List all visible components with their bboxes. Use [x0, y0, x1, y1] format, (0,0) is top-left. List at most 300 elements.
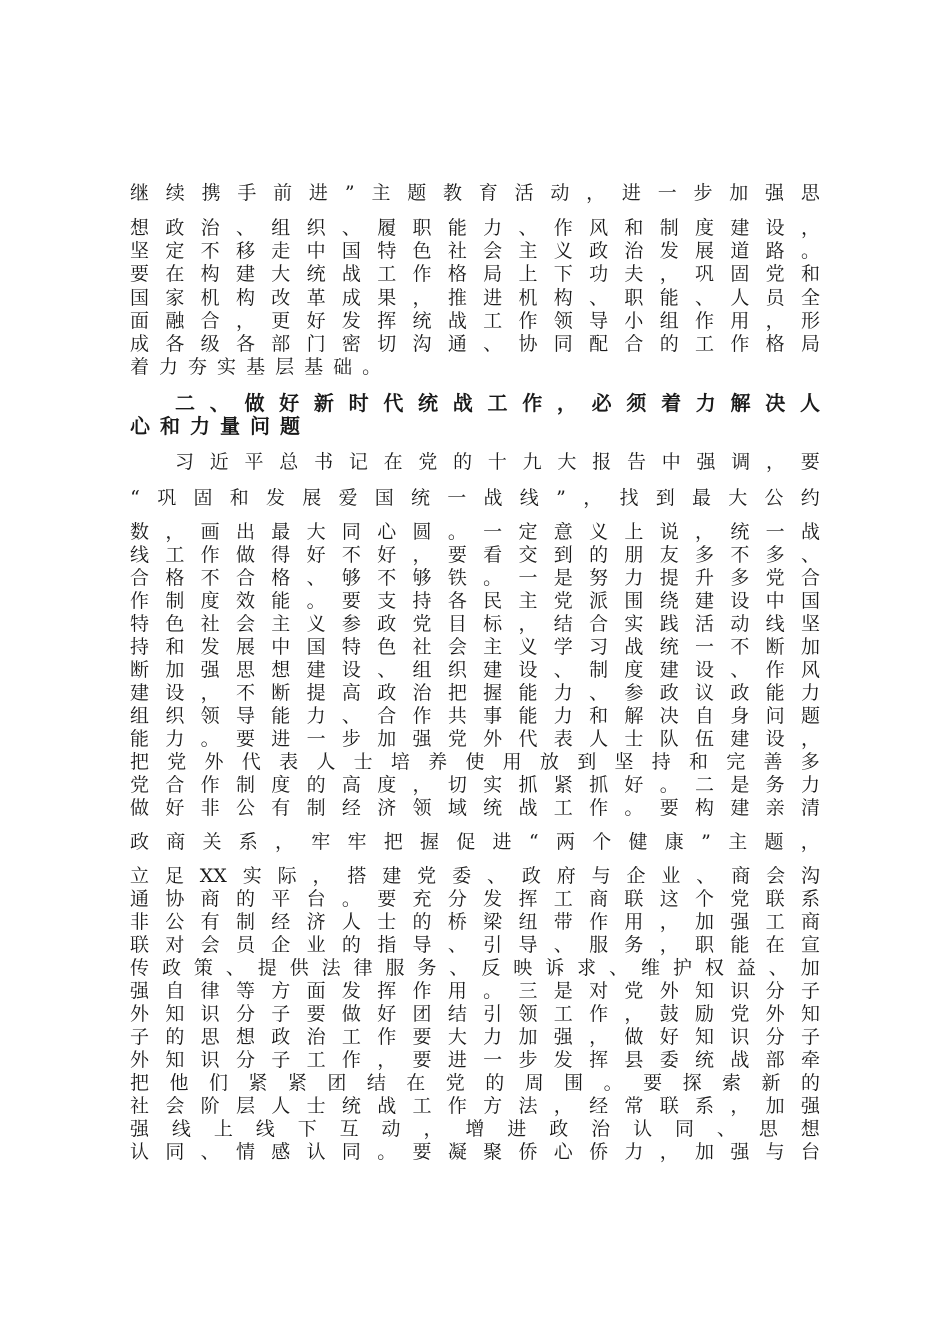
char: 会 [766, 865, 786, 887]
char: 工 [553, 1003, 573, 1025]
char: 一 [695, 636, 715, 658]
text-line [130, 262, 820, 286]
char: 分 [765, 980, 785, 1002]
char: 同 [553, 333, 573, 355]
char: 下 [553, 263, 573, 285]
char: 系 [238, 831, 258, 853]
char: 求 [577, 957, 597, 979]
char: 把 [130, 1072, 150, 1094]
char: 作 [553, 217, 573, 239]
char: 非 [130, 911, 150, 933]
char: 不 [200, 567, 220, 589]
char: 配 [589, 333, 609, 355]
char: 和 [160, 414, 180, 438]
char: 必 [591, 391, 612, 415]
char: 导 [589, 310, 609, 332]
char: 沟 [412, 333, 432, 355]
char: 人 [799, 391, 820, 415]
char: 握 [483, 682, 503, 704]
text-line [130, 933, 820, 957]
char: 作 [589, 1003, 609, 1025]
text-line [130, 520, 820, 544]
char: 、 [696, 865, 716, 887]
char: 善 [763, 751, 783, 773]
char: 会 [235, 613, 255, 635]
char: 到 [553, 544, 573, 566]
char: 要 [341, 590, 361, 612]
text-line [130, 1094, 820, 1118]
char: 义 [306, 613, 326, 635]
char: 宣 [800, 934, 820, 956]
char: 、 [341, 217, 361, 239]
char: 亲 [765, 797, 785, 819]
char: 。 [603, 1072, 623, 1094]
char: 数 [130, 521, 150, 543]
char: 定 [518, 521, 538, 543]
char: 线 [519, 487, 539, 509]
char: 局 [800, 333, 820, 355]
char: 领 [518, 1003, 538, 1025]
char: 基 [304, 356, 324, 378]
char: 一 [518, 567, 538, 589]
char: 伍 [695, 728, 715, 750]
char: 标 [483, 613, 503, 635]
char: 党 [418, 451, 438, 473]
char: 履 [377, 217, 397, 239]
char: 提 [257, 957, 277, 979]
char: 政 [165, 217, 185, 239]
char: 强 [130, 980, 150, 1002]
char: 朋 [624, 544, 644, 566]
text-line [130, 704, 820, 728]
char: 引 [483, 934, 503, 956]
char: 自 [695, 705, 715, 727]
char: 记 [348, 451, 368, 473]
char: 。 [377, 1141, 397, 1163]
char: 政 [130, 831, 150, 853]
char: 大 [728, 487, 748, 509]
char: 建 [130, 682, 150, 704]
char: 调 [731, 451, 751, 473]
char: 着 [661, 391, 682, 415]
char: 诉 [545, 957, 565, 979]
char: 领 [200, 705, 220, 727]
char: 升 [695, 567, 715, 589]
text-line [130, 1002, 820, 1026]
char: 议 [695, 682, 715, 704]
char: 主 [518, 240, 538, 262]
char: 约 [800, 487, 820, 509]
text-line [130, 956, 820, 980]
char: ， [518, 613, 538, 635]
char: 格 [271, 567, 291, 589]
char: 对 [589, 980, 609, 1002]
char: 主 [518, 590, 538, 612]
char: ， [235, 310, 255, 332]
char: 牵 [800, 1049, 820, 1071]
char: 工 [553, 797, 573, 819]
char: 聚 [483, 1141, 503, 1163]
char: 加 [729, 182, 749, 204]
char: 分 [235, 1049, 255, 1071]
char: 际 [277, 865, 297, 887]
char: 表 [553, 728, 573, 750]
char: 找 [619, 487, 639, 509]
char: 子 [271, 1049, 291, 1071]
char: 培 [390, 751, 410, 773]
char: 使 [465, 751, 485, 773]
char: 党 [765, 567, 785, 589]
char: 、 [447, 934, 467, 956]
char: 。 [624, 797, 644, 819]
char: 力 [553, 705, 573, 727]
char: 作 [765, 659, 785, 681]
char: 通 [130, 888, 150, 910]
char: 大 [306, 521, 326, 543]
char: 职 [624, 287, 644, 309]
char: 问 [250, 414, 270, 438]
char: ， [659, 934, 679, 956]
char: 们 [208, 1072, 228, 1094]
char: 爱 [338, 487, 358, 509]
char: 挥 [377, 980, 397, 1002]
char: 问 [765, 705, 785, 727]
char: 对 [165, 934, 185, 956]
char: 战 [518, 797, 538, 819]
char: 团 [412, 1003, 432, 1025]
char: 队 [659, 728, 679, 750]
char: 派 [589, 590, 609, 612]
char: 力 [483, 1026, 503, 1048]
char: 的 [165, 1026, 185, 1048]
char: 牢 [347, 831, 367, 853]
char: 代 [241, 751, 261, 773]
char: 作 [522, 391, 543, 415]
char: 作 [341, 1049, 361, 1071]
char: 治 [306, 1026, 326, 1048]
char: 组 [412, 659, 432, 681]
char: 人 [316, 751, 336, 773]
char: 巩 [157, 487, 177, 509]
text-line [130, 727, 820, 751]
char: 要 [447, 544, 467, 566]
char: 互 [339, 1118, 359, 1140]
char: 、 [609, 957, 629, 979]
char: 作 [412, 705, 432, 727]
char: 部 [271, 333, 291, 355]
char: 做 [130, 797, 150, 819]
char: 圆 [412, 521, 432, 543]
char: 融 [165, 310, 185, 332]
char: 级 [200, 333, 220, 355]
char: 多 [730, 567, 750, 589]
char: 士 [624, 728, 644, 750]
char: 中 [765, 590, 785, 612]
char: 结 [553, 613, 573, 635]
char: 放 [539, 751, 559, 773]
text-line [130, 332, 820, 356]
char: 政 [730, 682, 750, 704]
char: 分 [447, 888, 467, 910]
char: 统 [418, 391, 439, 415]
char: ， [312, 865, 332, 887]
char: 作 [447, 1095, 467, 1117]
char: 情 [235, 1141, 255, 1163]
char: 供 [289, 957, 309, 979]
char: 告 [626, 451, 646, 473]
char: 路 [765, 240, 785, 262]
char: 进 [308, 182, 328, 204]
text-line [130, 635, 820, 659]
char: 台 [800, 1141, 820, 1163]
char: 想 [271, 659, 291, 681]
char: 是 [730, 774, 750, 796]
char: 清 [800, 797, 820, 819]
char: 持 [412, 590, 432, 612]
char: 三 [518, 980, 538, 1002]
char: 联 [659, 1095, 679, 1117]
char: 挥 [589, 1049, 609, 1071]
char: 。 [306, 590, 326, 612]
char: 发 [341, 310, 361, 332]
char: 好 [306, 310, 326, 332]
char: 鼓 [659, 1003, 679, 1025]
text-line [130, 830, 820, 854]
char: 新 [313, 391, 334, 415]
text-line [130, 181, 820, 205]
text-line [130, 286, 820, 310]
heading-line [175, 391, 820, 415]
char: 要 [659, 797, 679, 819]
char: 、 [553, 934, 573, 956]
char: 作 [412, 980, 432, 1002]
char: 建 [235, 263, 255, 285]
char: 要 [412, 1141, 432, 1163]
char: 最 [691, 487, 711, 509]
char: 和 [589, 705, 609, 727]
char: 进 [492, 831, 512, 853]
char: 、 [730, 659, 750, 681]
char: 战 [730, 1049, 750, 1071]
char: 强 [696, 451, 716, 473]
char: 能 [518, 705, 538, 727]
char: 传 [130, 957, 150, 979]
char: 建 [659, 659, 679, 681]
char: 解 [730, 391, 751, 415]
char: 公 [235, 797, 255, 819]
char: 加 [518, 1026, 538, 1048]
char: 党 [553, 590, 573, 612]
char: 好 [165, 797, 185, 819]
char: 设 [765, 728, 785, 750]
char: 线 [765, 613, 785, 635]
char: 展 [695, 240, 715, 262]
char: 中 [306, 240, 326, 262]
char: 作 [589, 797, 609, 819]
char: 分 [235, 1003, 255, 1025]
char: 共 [447, 705, 467, 727]
char: 治 [591, 1118, 611, 1140]
char: 经 [589, 1095, 609, 1117]
char: 反 [481, 957, 501, 979]
char: 参 [341, 613, 361, 635]
char: 作 [200, 774, 220, 796]
char: 挥 [377, 310, 397, 332]
char: 握 [420, 831, 440, 853]
char: 、 [377, 659, 397, 681]
char: 制 [589, 659, 609, 681]
char: 到 [655, 487, 675, 509]
char: 搭 [347, 865, 367, 887]
char: 统 [341, 1095, 361, 1117]
char: “ [528, 831, 539, 853]
char: 子 [800, 1026, 820, 1048]
text-line [130, 612, 820, 636]
char: 层 [275, 356, 295, 378]
char: 作 [518, 310, 538, 332]
char: 领 [553, 310, 573, 332]
char: 战 [800, 521, 820, 543]
char: 更 [271, 310, 291, 332]
char: 知 [800, 1003, 820, 1025]
char: 。 [200, 728, 220, 750]
char: 到 [577, 751, 597, 773]
char: 系 [800, 888, 820, 910]
char: 好 [624, 774, 644, 796]
char: ， [589, 1026, 609, 1048]
char: 设 [518, 659, 538, 681]
char: 两 [555, 831, 575, 853]
char: 励 [695, 1003, 715, 1025]
char: 工 [553, 888, 573, 910]
char: 平 [271, 888, 291, 910]
char: 政 [549, 1118, 569, 1140]
char: 动 [381, 1118, 401, 1140]
char: 密 [341, 333, 361, 355]
char: 梁 [483, 911, 503, 933]
char: 主 [483, 636, 503, 658]
char: 合 [200, 310, 220, 332]
char: ， [275, 831, 295, 853]
char: 带 [553, 911, 573, 933]
char: 关 [202, 831, 222, 853]
char: 加 [165, 659, 185, 681]
char: 合 [377, 705, 397, 727]
char: 商 [200, 888, 220, 910]
char: 统 [695, 1049, 715, 1071]
char: 政 [521, 865, 541, 887]
char: 挥 [518, 888, 538, 910]
char: ， [412, 774, 432, 796]
char: 他 [169, 1072, 189, 1094]
char: 在 [406, 1072, 426, 1094]
char: 企 [626, 865, 646, 887]
char: 统 [412, 310, 432, 332]
char: 益 [736, 957, 756, 979]
char: 决 [659, 705, 679, 727]
char: 党 [624, 980, 644, 1002]
char: 足 [164, 865, 184, 887]
char: 强 [412, 728, 432, 750]
text-line [130, 681, 820, 705]
text-line [130, 658, 820, 682]
char: ， [200, 682, 220, 704]
char: ， [730, 1095, 750, 1117]
char: 工 [306, 1049, 326, 1071]
char: 律 [200, 980, 220, 1002]
char: 上 [624, 521, 644, 543]
char: 设 [730, 590, 750, 612]
char: 工 [765, 911, 785, 933]
char: 坚 [130, 240, 150, 262]
char: 发 [265, 487, 285, 509]
char: 引 [483, 1003, 503, 1025]
char: 加 [695, 911, 715, 933]
char: 务 [624, 934, 644, 956]
char: 联 [130, 934, 150, 956]
char: 党 [412, 613, 432, 635]
char: 立 [130, 865, 150, 887]
char: 工 [377, 263, 397, 285]
char: 、 [486, 865, 506, 887]
char: 制 [659, 217, 679, 239]
char: 加 [800, 957, 820, 979]
char: 、 [768, 957, 788, 979]
char: 步 [693, 182, 713, 204]
char: 各 [447, 590, 467, 612]
char: 有 [271, 797, 291, 819]
char: 用 [624, 911, 644, 933]
char: 建 [306, 659, 326, 681]
char: 加 [765, 1095, 785, 1117]
char: 决 [765, 391, 786, 415]
char: 作 [200, 544, 220, 566]
char: 、 [716, 1118, 736, 1140]
char: 强 [730, 911, 750, 933]
char: 同 [341, 1141, 361, 1163]
char: 高 [341, 774, 361, 796]
char: 识 [730, 1026, 750, 1048]
char: 十 [487, 451, 507, 473]
char: ， [412, 287, 432, 309]
char: ， [765, 310, 785, 332]
char: 党 [447, 728, 467, 750]
char: 想 [130, 217, 150, 239]
char: 国 [306, 636, 326, 658]
char: 育 [478, 182, 498, 204]
text-line [130, 796, 820, 820]
char: 纽 [518, 911, 538, 933]
char: 大 [447, 1026, 467, 1048]
char: 上 [213, 1118, 233, 1140]
char: 商 [166, 831, 186, 853]
char: 力 [624, 567, 644, 589]
char: 度 [377, 774, 397, 796]
char: 士 [377, 911, 397, 933]
char: 等 [235, 980, 255, 1002]
char: 领 [412, 797, 432, 819]
char: 的 [306, 774, 326, 796]
char: 政 [377, 682, 397, 704]
char: 画 [200, 521, 220, 543]
char: 建 [730, 728, 750, 750]
char: 充 [412, 888, 432, 910]
text-line [130, 486, 820, 510]
char: 健 [628, 831, 648, 853]
char: 展 [235, 636, 255, 658]
char: 政 [589, 240, 609, 262]
char: 一 [765, 521, 785, 543]
